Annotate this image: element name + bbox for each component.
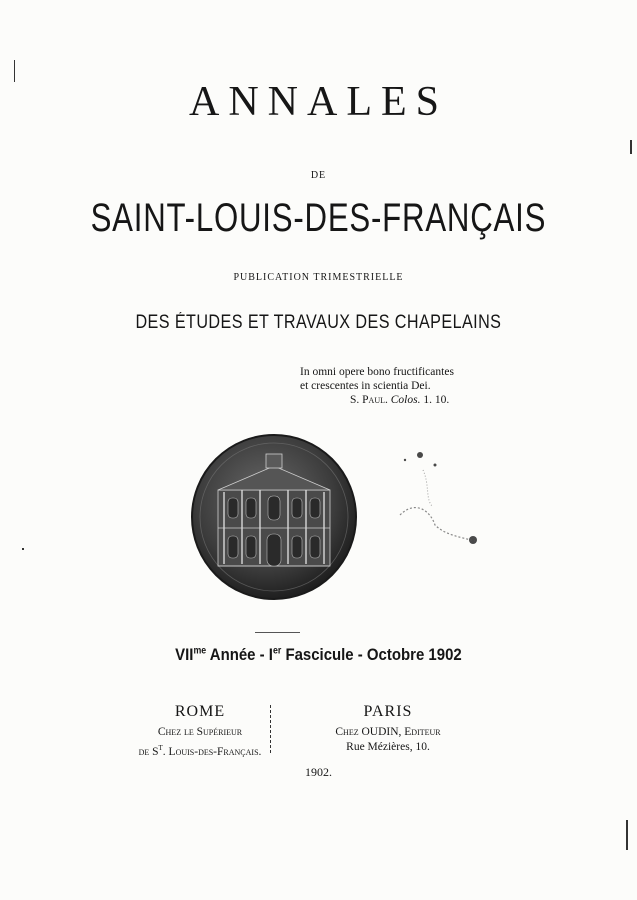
- divider-rule: [255, 632, 300, 633]
- publication-type: PUBLICATION TRIMESTRIELLE: [233, 272, 404, 283]
- edition-line: [38, 645, 599, 665]
- volume-superscript: me: [193, 645, 207, 657]
- scan-speck: [626, 820, 628, 850]
- publisher-rome-sup: t: [158, 742, 163, 753]
- ink-smudge: [375, 445, 490, 565]
- scan-speck: [14, 60, 15, 82]
- publisher-rome-line-1: Chez le Supérieur: [157, 726, 243, 738]
- medallion-church-facade: [190, 432, 358, 602]
- publisher-paris-line-1: Chez OUDIN, Editeur: [335, 726, 441, 738]
- subtitle: DES ÉTUDES ET TRAVAUX DES CHAPELAINS: [135, 312, 502, 333]
- publisher-rome-prefix: de S: [138, 745, 159, 758]
- epigraph-line-2: et crescentes in scientia Dei.: [300, 380, 431, 392]
- epigraph: [300, 365, 500, 407]
- page-title: ANNALES: [189, 79, 448, 125]
- publisher-city-rome: ROME: [174, 703, 226, 720]
- publisher-rome-rest: . Louis-des-Français.: [162, 745, 262, 758]
- title-connector: DE: [310, 170, 327, 181]
- volume-numeral: VII: [175, 645, 194, 664]
- epigraph-line-1: In omni opere bono fructificantes: [300, 366, 454, 378]
- epigraph-attribution: [300, 393, 500, 407]
- publisher-paris: [288, 703, 488, 755]
- main-title: SAINT-LOUIS-DES-FRANÇAIS: [90, 196, 547, 240]
- scan-speck: [22, 548, 24, 550]
- fascicule-numeral: I: [268, 645, 273, 664]
- publisher-divider: [270, 705, 271, 753]
- fascicule-superscript: er: [272, 645, 282, 657]
- fascicule-date: Fascicule - Octobre 1902: [285, 645, 462, 664]
- epigraph-work: Colos.: [390, 394, 421, 406]
- publisher-paris-line-2: Rue Mézières, 10.: [346, 741, 430, 753]
- publication-year: 1902.: [305, 765, 332, 779]
- epigraph-reference: 1. 10.: [423, 394, 450, 406]
- epigraph-author: S. Paul.: [350, 394, 388, 406]
- annee-label: Année -: [209, 645, 265, 664]
- scan-speck: [630, 140, 632, 154]
- publisher-city-paris: PARIS: [363, 703, 413, 720]
